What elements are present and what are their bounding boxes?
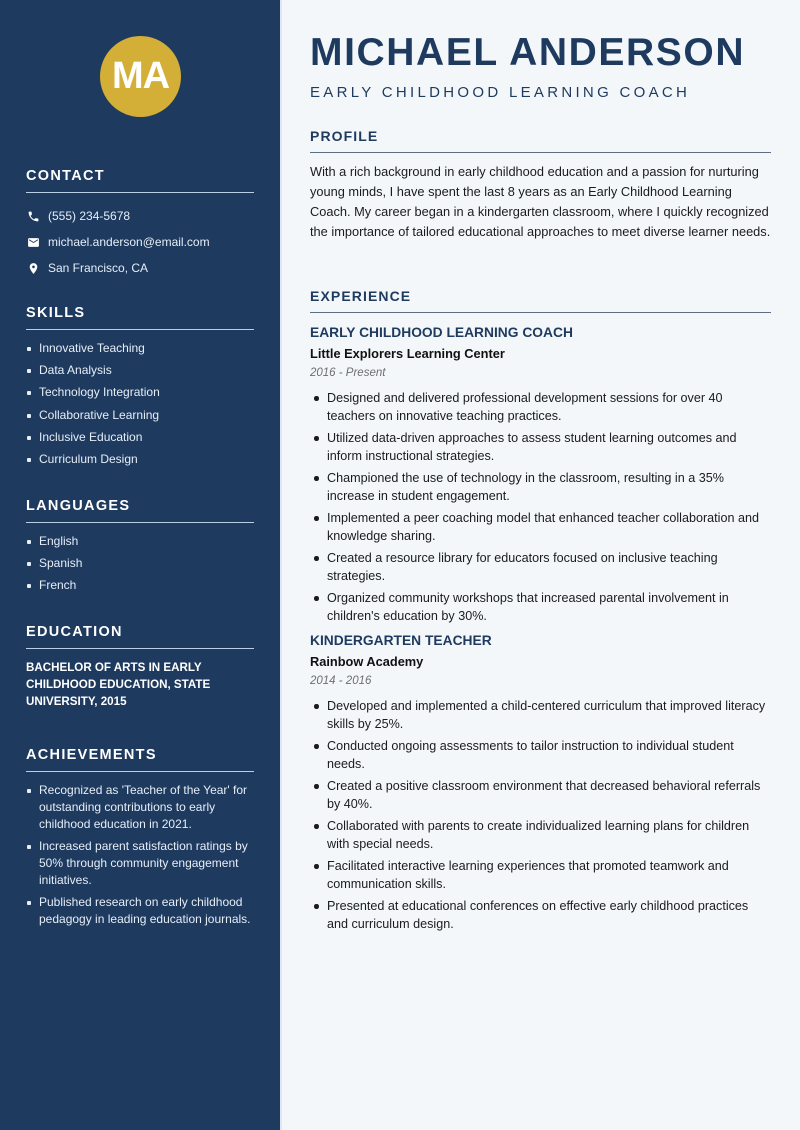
skill-item: Collaborative Learning (26, 407, 254, 424)
location-pin-icon (26, 261, 40, 275)
job-dates: 2014 - 2016 (310, 675, 372, 687)
job-bullet: Implemented a peer coaching model that enhanced teacher collaboration and knowledge sharing. (310, 509, 771, 545)
location-text: San Francisco, CA (48, 261, 149, 275)
language-item: French (26, 577, 254, 594)
education-section (26, 624, 254, 710)
sidebar (0, 0, 280, 1130)
phone-text[interactable]: (555) 234-5678 (48, 209, 131, 223)
email-text[interactable]: michael.anderson@email.com (48, 235, 210, 249)
phone-icon (26, 209, 40, 223)
job-bullet: Organized community workshops that increased parental involvement in children's education by 30%. (310, 589, 771, 625)
job-bullet: Championed the use of technology in the classroom, resulting in a 35% increase in student engagement. (310, 469, 771, 505)
job-entry (310, 633, 771, 933)
achievement-item: Recognized as 'Teacher of the Year' for outstanding contributions to early childhood education in 2021. (26, 782, 254, 833)
achievement-item: Increased parent satisfaction ratings by 50% through community engagement initiatives. (26, 838, 254, 889)
achievements-list (26, 782, 254, 928)
languages-section (26, 498, 254, 600)
language-item: English (26, 533, 254, 550)
education-degree: BACHELOR OF ARTS IN EARLY CHILDHOOD EDUCATION, STATE UNIVERSITY, 2015 (26, 661, 211, 708)
skill-item: Innovative Teaching (26, 340, 254, 357)
achievements-section (26, 747, 254, 933)
candidate-name: MICHAEL ANDERSON (310, 31, 746, 74)
achievement-item: Published research on early childhood pedagogy in leading education journals. (26, 894, 254, 928)
skills-heading: SKILLS (26, 305, 254, 330)
job-bullet: Created a resource library for educators focused on inclusive teaching strategies. (310, 549, 771, 585)
email-icon (26, 235, 40, 249)
profile-section (310, 128, 771, 242)
job-bullet: Created a positive classroom environment that decreased behavioral referrals by 40%. (310, 777, 771, 813)
job-bullet: Utilized data-driven approaches to assess student learning outcomes and inform instructional strategies. (310, 429, 771, 465)
avatar: MA (100, 36, 181, 117)
skill-item: Inclusive Education (26, 429, 254, 446)
company-name: Rainbow Academy (310, 654, 424, 669)
skills-section (26, 305, 254, 473)
job-bullet: Facilitated interactive learning experiences that promoted teamwork and communication skills. (310, 857, 771, 893)
profile-text: With a rich background in early childhood education and a passion for nurturing young minds, I have spent the last 8 years as an Early Childhood Learning Coach. My career began in a kindergarten classroom, where I quickly recognized the importance of tailored educational approaches to meet diverse learner needs. (310, 164, 771, 239)
candidate-title: EARLY CHILDHOOD LEARNING COACH (310, 84, 691, 101)
experience-section (310, 288, 771, 937)
languages-list (26, 533, 254, 594)
contact-phone (26, 203, 254, 229)
job-bullets (310, 697, 771, 933)
skills-list (26, 340, 254, 468)
experience-heading: EXPERIENCE (310, 288, 771, 313)
job-bullet: Conducted ongoing assessments to tailor instruction to individual student needs. (310, 737, 771, 773)
skill-item: Technology Integration (26, 384, 254, 401)
contact-heading: CONTACT (26, 168, 254, 193)
languages-heading: LANGUAGES (26, 498, 254, 523)
skill-item: Curriculum Design (26, 451, 254, 468)
job-bullet: Presented at educational conferences on effective early childhood practices and curriculum design. (310, 897, 771, 933)
job-bullets (310, 389, 771, 625)
contact-list (26, 203, 254, 281)
job-entry (310, 325, 771, 625)
contact-section (26, 168, 254, 281)
contact-email (26, 229, 254, 255)
contact-location (26, 255, 254, 281)
job-title: KINDERGARTEN TEACHER (310, 633, 492, 648)
skill-item: Data Analysis (26, 362, 254, 379)
job-dates: 2016 - Present (310, 367, 386, 379)
company-name: Little Explorers Learning Center (310, 346, 505, 361)
profile-heading: PROFILE (310, 128, 771, 153)
job-bullet: Collaborated with parents to create individualized learning plans for children with special needs. (310, 817, 771, 853)
language-item: Spanish (26, 555, 254, 572)
job-bullet: Designed and delivered professional development sessions for over 40 teachers on innovative teaching practices. (310, 389, 771, 425)
job-bullet: Developed and implemented a child-centered curriculum that improved literacy skills by 25%. (310, 697, 771, 733)
education-heading: EDUCATION (26, 624, 254, 649)
job-title: EARLY CHILDHOOD LEARNING COACH (310, 325, 573, 340)
achievements-heading: ACHIEVEMENTS (26, 747, 254, 772)
